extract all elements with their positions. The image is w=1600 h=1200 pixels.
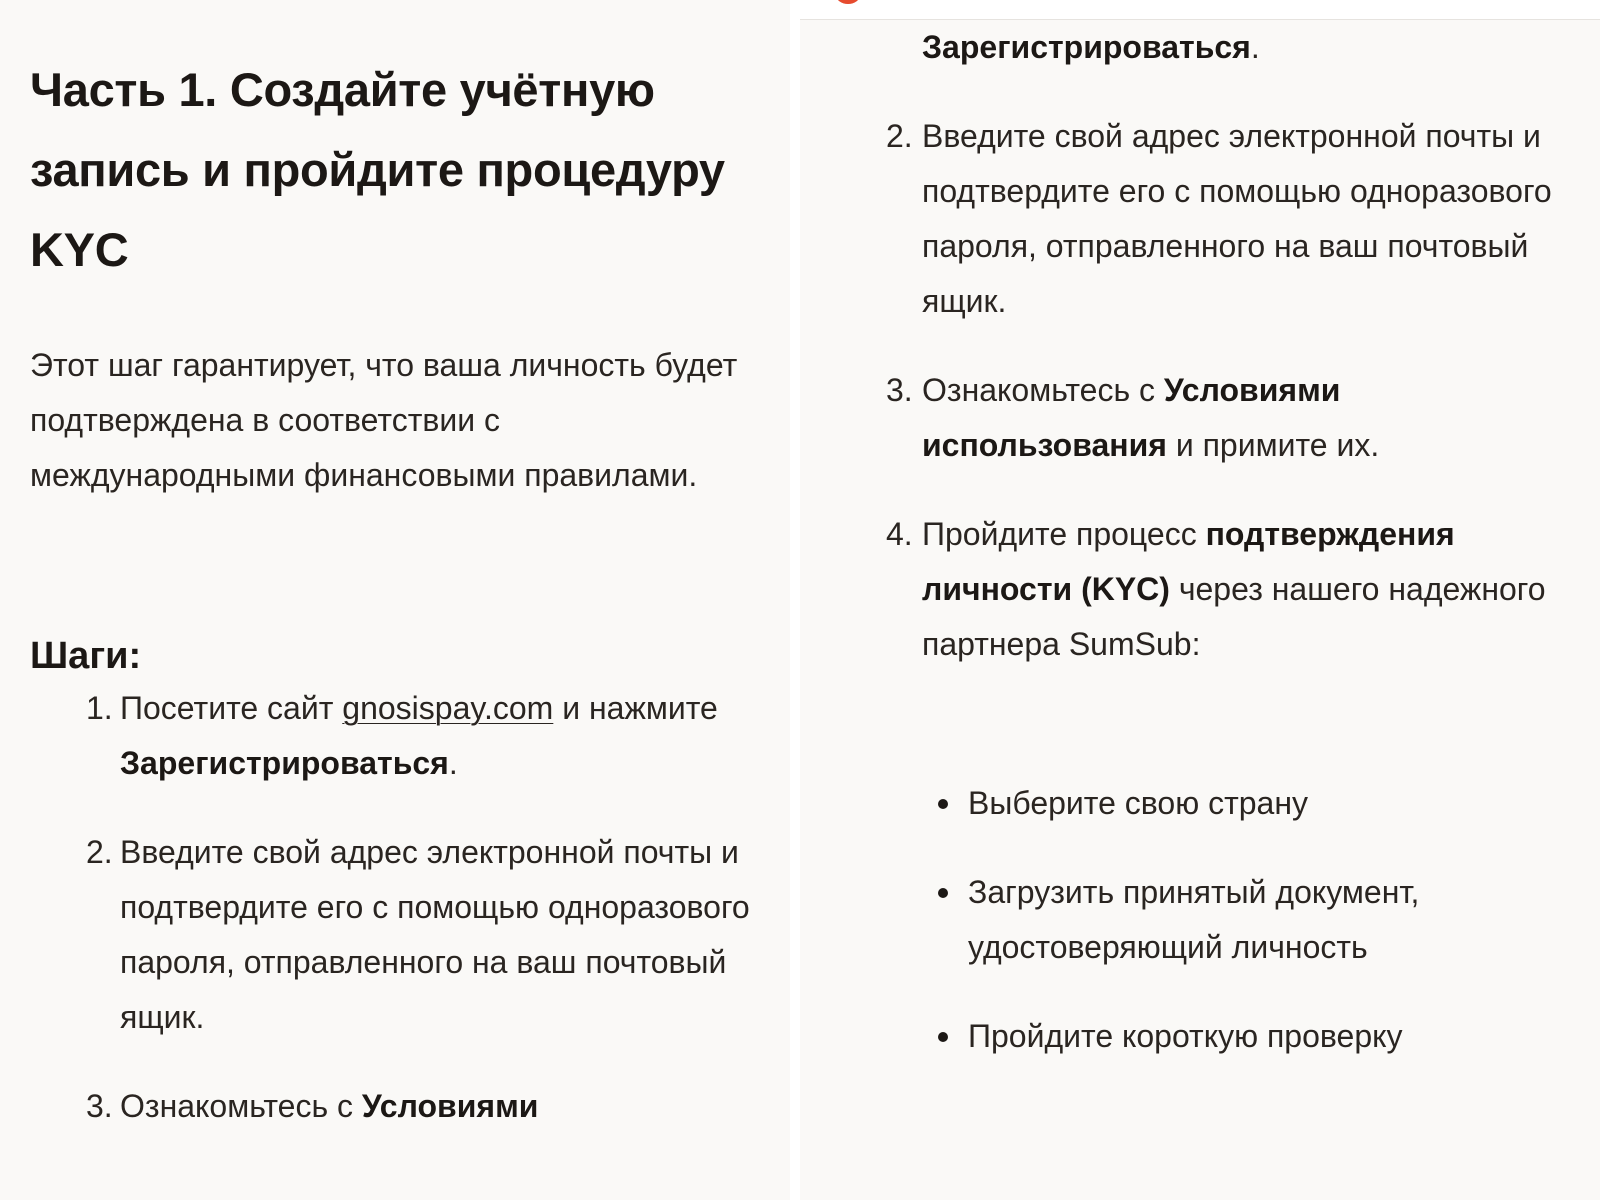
bullet-dot-icon — [938, 799, 948, 809]
section-heading: Часть 1. Создайте учётную запись и пройдите процедуру KYC — [30, 63, 725, 276]
left-article-panel — [0, 0, 790, 1200]
step-item-4 — [822, 507, 1582, 672]
top-bar — [800, 0, 1600, 20]
step-bold-text: Зарегистрироваться — [120, 745, 449, 781]
step-item-3 — [822, 363, 1582, 473]
step-text: . — [448, 745, 458, 781]
step-text: Ознакомьтесь с — [120, 1088, 362, 1124]
bullet-item-3 — [822, 1009, 1582, 1064]
step-text: и нажмите — [553, 690, 718, 726]
step-item-3 — [30, 1079, 770, 1134]
bullet-text: Пройдите короткую проверку — [968, 1018, 1403, 1054]
bullet-item-2 — [822, 865, 1582, 975]
step-item-2 — [30, 825, 770, 1045]
step-number: 3. — [886, 372, 913, 408]
intro-paragraph: Этот шаг гарантирует, что ваша личность будет подтверждена в соответствии с международными финансовыми правилами. — [30, 347, 738, 493]
step-bold-text: подтверждения личности (KYC) — [922, 516, 1455, 607]
right-article-content — [822, 20, 1582, 1098]
bullet-dot-icon — [938, 888, 948, 898]
kyc-substeps-list — [822, 776, 1582, 1064]
left-article-content — [30, 50, 770, 1168]
step-bold-text: Условиями — [361, 1088, 539, 1124]
step-item-1 — [30, 681, 770, 791]
bullet-item-1 — [822, 776, 1582, 831]
steps-list-continued — [822, 109, 1582, 672]
step-number: 2. — [886, 118, 913, 154]
bullet-text: Загрузить принятый документ, удостоверяющий личность — [968, 874, 1420, 965]
bullet-text: Выберите свою страну — [968, 785, 1309, 821]
steps-list — [30, 681, 770, 1134]
step-1-continuation — [822, 20, 1582, 75]
step-number: 3. — [86, 1088, 113, 1124]
step-bold-text: Условиями использования — [922, 372, 1341, 463]
step-item-2 — [822, 109, 1582, 329]
step-text: Посетите сайт — [120, 690, 343, 726]
step-bold-text: Зарегистрироваться — [922, 29, 1251, 65]
step-text: через нашего надежного партнера SumSub: — [922, 571, 1546, 662]
gnosispay-link[interactable]: gnosispay.com — [342, 690, 554, 726]
step-number: 4. — [886, 516, 913, 552]
step-text: . — [1250, 29, 1260, 65]
step-number: 2. — [86, 834, 113, 870]
right-article-panel — [800, 0, 1600, 1200]
step-text: Ознакомьтесь с — [922, 372, 1164, 408]
brand-logo-icon — [836, 0, 860, 4]
step-text: Введите свой адрес электронной почты и подтвердите его с помощью одноразового пароля, отправленного на ваш почтовый ящик. — [120, 834, 750, 1035]
step-text: Пройдите процесс — [922, 516, 1206, 552]
step-text: Введите свой адрес электронной почты и подтвердите его с помощью одноразового пароля, отправленного на ваш почтовый ящик. — [922, 118, 1552, 319]
step-text: и примите их. — [1166, 427, 1380, 463]
bullet-dot-icon — [938, 1032, 948, 1042]
steps-title: Шаги: — [30, 635, 142, 677]
step-number: 1. — [86, 690, 113, 726]
